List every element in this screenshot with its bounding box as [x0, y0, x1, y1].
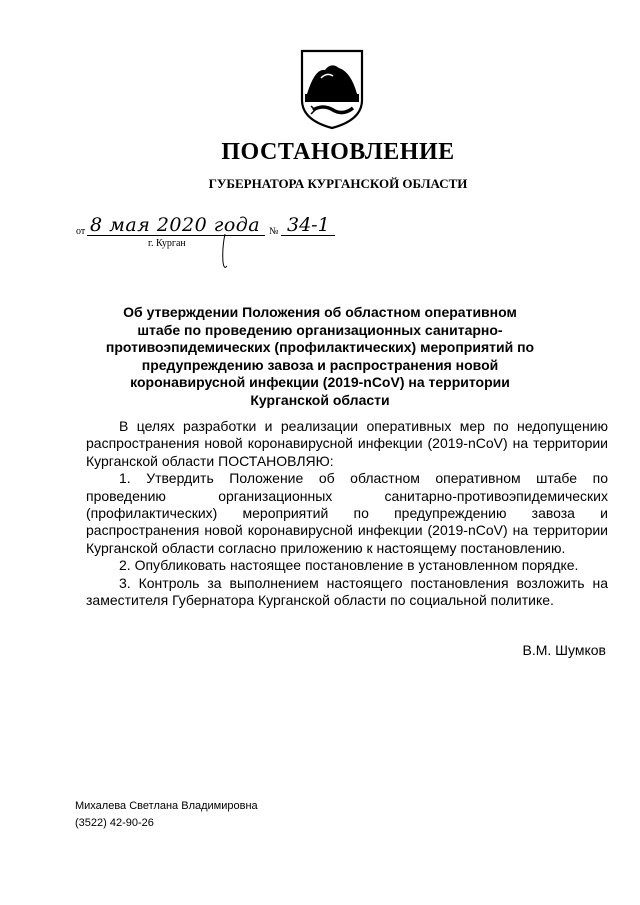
body-intro-paragraph: В целях разработки и реализации оперативных мер по недопущению распространения новой коронавирусной инфекции (2019-nCoV) на территории Курганской области ПОСТАНОВЛЯЮ: — [86, 418, 608, 469]
coat-of-arms-icon — [299, 48, 365, 130]
body-item-1: 1. Утвердить Положение об областном оперативном штабе по проведению организационных санитарно-противоэпидемических (профилактических) мероприятий по предупреждению завоза и распространения новой коронавирусной инфекции (2019-nCoV) на территории Курганской области согласно приложению к настоящему постановлению. — [86, 470, 608, 556]
city-label: г. Курган — [148, 238, 186, 249]
body-item-3: 3. Контроль за выполнением настоящего постановления возложить на заместителя Губернатора Курганской области по социальной политике. — [86, 574, 608, 609]
document-title: ПОСТАНОВЛЕНИЕ — [221, 139, 455, 165]
document-number: 34-1 — [287, 214, 330, 236]
pen-stroke-mark — [218, 232, 232, 272]
document-date: 8 мая 2020 года — [90, 214, 261, 236]
date-prefix-label: от — [76, 226, 86, 237]
signatory-name: В.М. Шумков — [522, 642, 606, 658]
document-subject: Об утверждении Положения об областном оперативном штабе по проведению организационных санитарно-противоэпидемических (профилактических) мероприятий по предупреждению завоза и распространения новой коронавирусной инфекции (2019-nCoV) на территории Курганской области — [105, 304, 535, 408]
number-prefix-label: № — [269, 226, 279, 237]
body-item-2: 2. Опубликовать настоящее постановление в установленном порядке. — [119, 557, 579, 574]
document-subtitle: ГУБЕРНАТОРА КУРГАНСКОЙ ОБЛАСТИ — [208, 176, 468, 191]
document-body — [86, 418, 608, 609]
date-underline — [87, 235, 265, 236]
executor-phone: (3522) 42-90-26 — [75, 817, 154, 829]
number-underline — [281, 235, 335, 236]
executor-name: Михалева Светлана Владимировна — [75, 800, 258, 812]
